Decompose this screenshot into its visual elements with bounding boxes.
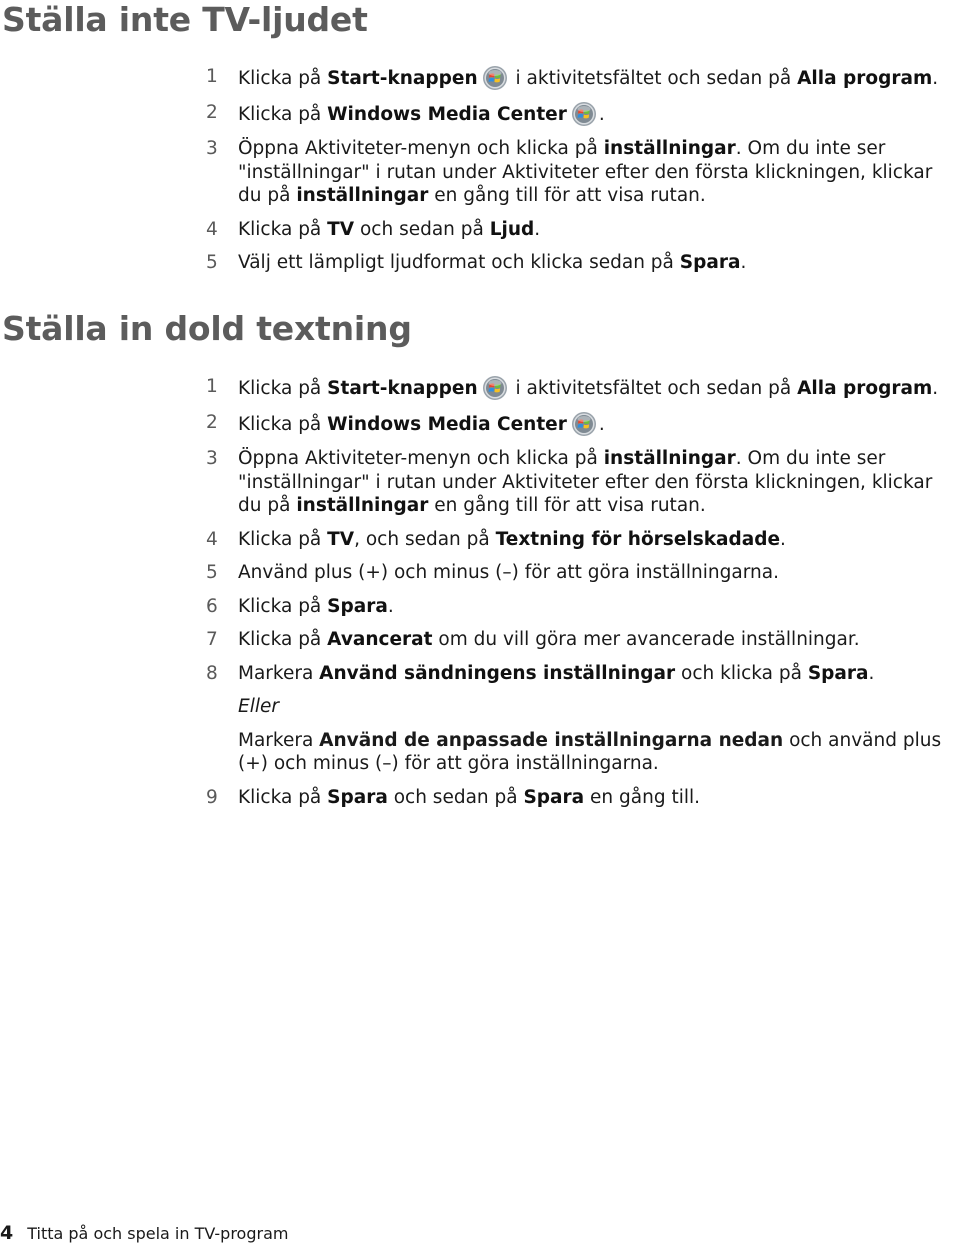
step-text: Klicka på bbox=[238, 629, 328, 650]
step-body bbox=[238, 529, 786, 550]
steps-list-tv-audio bbox=[206, 65, 956, 285]
step-text: en gång till. bbox=[584, 786, 701, 808]
step-item bbox=[206, 628, 956, 652]
step-text: Markera bbox=[238, 729, 320, 751]
footer-chapter-title: Titta på och spela in TV-program bbox=[27, 1224, 289, 1243]
step-body bbox=[238, 596, 394, 617]
step-number: 1 bbox=[206, 66, 218, 87]
ui-term: Windows Media Center bbox=[327, 414, 567, 435]
ui-term: Spara bbox=[523, 786, 585, 808]
step-text: Eller bbox=[238, 696, 279, 717]
step-number: 1 bbox=[206, 376, 218, 397]
step-text: . bbox=[932, 68, 939, 89]
step-text: och använd plus (+) och minus (–) för att göra inställningarna. bbox=[238, 729, 942, 774]
step-text: Klicka på bbox=[238, 378, 328, 399]
step-number: 4 bbox=[206, 528, 218, 550]
step-item bbox=[206, 251, 956, 275]
step-text: , och sedan på bbox=[354, 528, 496, 550]
step-item bbox=[206, 411, 956, 437]
ui-term: inställningar bbox=[296, 185, 429, 206]
step-item bbox=[206, 786, 956, 810]
step-text: Markera bbox=[238, 662, 320, 684]
step-text: och sedan på bbox=[354, 218, 490, 240]
step-text: . bbox=[780, 528, 786, 550]
step-body bbox=[238, 252, 746, 273]
step-body bbox=[238, 663, 874, 684]
step-number: 8 bbox=[206, 662, 218, 684]
step-number: 4 bbox=[206, 218, 218, 240]
step-number: 5 bbox=[206, 252, 218, 273]
ui-term: Alla program bbox=[797, 378, 933, 399]
step-text: Klicka på bbox=[238, 104, 328, 125]
step-text: . bbox=[534, 218, 541, 240]
ui-term: TV bbox=[327, 528, 355, 550]
step-item bbox=[206, 528, 956, 552]
ui-term: TV bbox=[327, 218, 355, 240]
step-body bbox=[238, 629, 860, 650]
step-item bbox=[206, 595, 956, 619]
step-text: Välj ett lämpligt ljudformat och klicka sedan på bbox=[238, 252, 680, 273]
step-number: 3 bbox=[206, 448, 218, 469]
step-body bbox=[238, 138, 932, 206]
step-text: . bbox=[387, 595, 394, 617]
step-text: Klicka på bbox=[238, 218, 328, 240]
step-text: . Om du inte ser "inställningar" i rutan under Aktiviteter efter den första klickningen, klickar du på bbox=[238, 138, 933, 206]
step-number: 9 bbox=[206, 786, 218, 808]
step-text: Öppna Aktiviteter-menyn och klicka på bbox=[238, 448, 604, 469]
step-item bbox=[206, 101, 956, 127]
step-number: 6 bbox=[206, 595, 218, 617]
page-footer bbox=[0, 1222, 288, 1245]
step-text: en gång till för att visa rutan. bbox=[428, 495, 706, 516]
ui-term: Start-knappen bbox=[327, 68, 478, 89]
step-number: 5 bbox=[206, 562, 218, 583]
step-body bbox=[238, 562, 779, 583]
ui-term: inställningar bbox=[603, 138, 736, 159]
step-item bbox=[206, 137, 956, 208]
ui-term: inställningar bbox=[603, 448, 736, 469]
step-text: . bbox=[868, 662, 875, 684]
step-body bbox=[238, 378, 938, 399]
step-text: . bbox=[598, 104, 605, 125]
ui-term: Textning för hörselskadade bbox=[495, 528, 781, 550]
windows-start-orb-icon bbox=[571, 411, 597, 437]
step-text: i aktivitetsfältet och sedan på bbox=[509, 378, 798, 399]
step-body bbox=[238, 448, 932, 516]
step-body bbox=[238, 414, 605, 435]
windows-start-orb-icon bbox=[482, 375, 508, 401]
step-text: Öppna Aktiviteter-menyn och klicka på bbox=[238, 138, 604, 159]
step-item bbox=[206, 561, 956, 585]
step-item bbox=[206, 65, 956, 91]
step-body bbox=[238, 68, 938, 89]
step-text: . bbox=[740, 252, 747, 273]
step-text: Klicka på bbox=[238, 595, 328, 617]
step-item bbox=[206, 662, 956, 686]
ui-term: Använd sändningens inställningar bbox=[319, 662, 676, 684]
ui-term: inställningar bbox=[296, 495, 429, 516]
step-text: Klicka på bbox=[238, 414, 328, 435]
ui-term: Ljud bbox=[489, 218, 535, 240]
ui-term: Start-knappen bbox=[327, 378, 478, 399]
ui-term: Använd de anpassade inställningarna nedan bbox=[319, 729, 784, 751]
step-text: Klicka på bbox=[238, 528, 328, 550]
step-number: 3 bbox=[206, 138, 218, 159]
step-text: . bbox=[932, 378, 939, 399]
step-text: Klicka på bbox=[238, 786, 328, 808]
step-text: Använd plus (+) och minus (–) för att göra inställningarna. bbox=[238, 562, 779, 583]
step-number: 7 bbox=[206, 629, 218, 650]
alternative-marker bbox=[206, 695, 956, 719]
page-number: 4 bbox=[0, 1222, 14, 1244]
step-text: och klicka på bbox=[675, 662, 808, 684]
ui-term: Spara bbox=[327, 786, 388, 808]
ui-term: Spara bbox=[679, 252, 741, 273]
windows-start-orb-icon bbox=[571, 101, 597, 127]
step-number: 2 bbox=[206, 412, 218, 433]
section-title-closed-captions: Ställa in dold textning bbox=[2, 309, 412, 348]
step-body bbox=[238, 219, 540, 240]
step-number: 2 bbox=[206, 102, 218, 123]
step-text: Klicka på bbox=[238, 68, 328, 89]
step-text: . bbox=[598, 414, 605, 435]
step-item bbox=[206, 218, 956, 242]
step-text: en gång till för att visa rutan. bbox=[428, 185, 706, 206]
section-title-tv-audio: Ställa inte TV-ljudet bbox=[2, 0, 368, 39]
ui-term: Spara bbox=[807, 662, 869, 684]
windows-start-orb-icon bbox=[482, 65, 508, 91]
step-body bbox=[238, 787, 700, 808]
step-item bbox=[206, 447, 956, 518]
step-text: och sedan på bbox=[387, 786, 524, 808]
ui-term: Windows Media Center bbox=[327, 104, 567, 125]
step-text: . Om du inte ser "inställningar" i rutan under Aktiviteter efter den första klickningen, klickar du på bbox=[238, 448, 933, 516]
ui-term: Spara bbox=[327, 595, 388, 617]
step-item bbox=[206, 375, 956, 401]
steps-list-closed-captions bbox=[206, 375, 956, 819]
ui-term: Avancerat bbox=[327, 629, 433, 650]
step-text: om du vill göra mer avancerade inställningar. bbox=[432, 629, 860, 650]
ui-term: Alla program bbox=[797, 68, 933, 89]
alternative-step bbox=[206, 729, 956, 776]
step-text: i aktivitetsfältet och sedan på bbox=[509, 68, 798, 89]
step-body bbox=[238, 104, 605, 125]
